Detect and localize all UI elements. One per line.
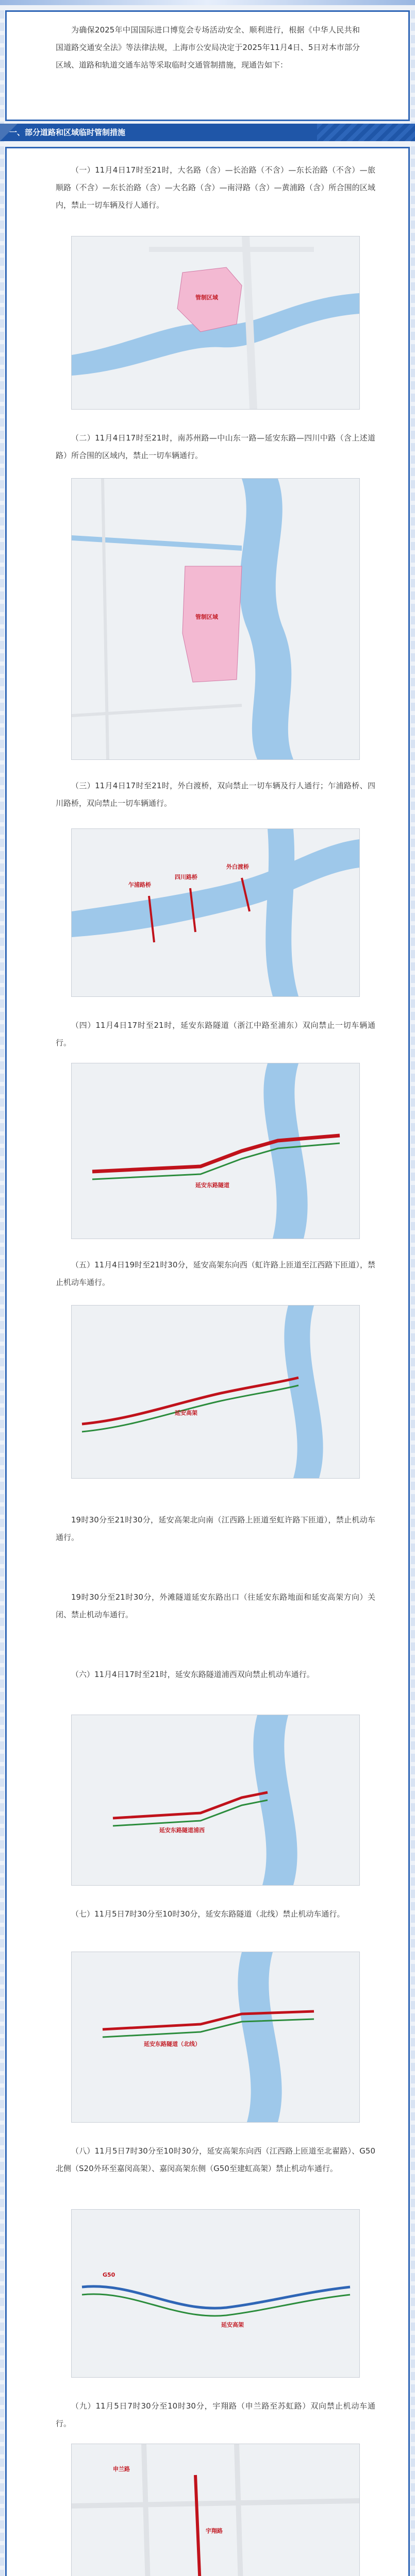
map-1 — [71, 236, 360, 410]
map-4-label: 延安东路隧道 — [195, 1182, 229, 1189]
map-2 — [71, 478, 360, 760]
measures-card — [5, 147, 410, 2576]
item-2-text: （二）11月4日17时至21时，南苏州路—中山东一路—延安东路—四川中路（含上述道路）所合围的区域内，禁止一切车辆通行。 — [56, 433, 375, 460]
item-4-text: （四）11月4日17时至21时，延安东路隧道（浙江中路至浦东）双向禁止一切车辆通行。 — [56, 1021, 375, 1047]
intro-card — [5, 10, 410, 121]
section-bar-stripe — [317, 124, 415, 141]
map-3-label-3: 外白渡桥 — [226, 863, 249, 870]
item-3-text: （三）11月4日17时至21时，外白渡桥，双向禁止一切车辆及行人通行；乍浦路桥、四川路桥，双向禁止一切车辆通行。 — [56, 781, 375, 808]
section-one-bar — [0, 124, 415, 141]
map-9-label-2: 申兰路 — [113, 2466, 130, 2472]
left-decoration — [0, 10, 4, 2576]
item-9-text: （九）11月5日7时30分至10时30分，宇翔路（申兰路至苏虹路）双向禁止机动车通行。 — [56, 2401, 375, 2428]
section-one-title: 一、部分道路和区域临时管制措施 — [9, 128, 126, 137]
map-3-label-1: 乍浦路桥 — [128, 882, 151, 888]
map-9 — [71, 2444, 360, 2576]
item-7-text: （七）11月5日7时30分至10时30分，延安东路隧道（北线）禁止机动车通行。 — [71, 1909, 345, 1919]
item-1-text: （一）11月4日17时至21时，大名路（含）—长治路（不含）—东长治路（不含）—旅顺路（不含）—东长治路（含）—大名路（含）—南浔路（含）—黄浦路（含）所合围的区域内，禁止一切车辆及行人通行。 — [56, 165, 375, 210]
item-8-text: （八）11月5日7时30分至10时30分，延安高架东向西（江西路上匝道至北翟路）、G50北侧（S20外环至嘉闵高架）、嘉闵高架东侧（G50至建虹高架）禁止机动车通行。 — [56, 2146, 375, 2173]
map-1-label: 管制区域 — [195, 294, 218, 301]
item-5b-text: 19时30分至21时30分，延安高架北向南（江西路上匝道至虹许路下匝道），禁止机动车通行。 — [56, 1515, 375, 1542]
map-2-label: 管制区域 — [195, 614, 218, 620]
top-decoration — [0, 0, 415, 5]
item-5-text: （五）11月4日19时至21时30分，延安高架东向西（虹许路上匝道至江西路下匝道），禁止机动车通行。 — [56, 1260, 375, 1287]
map-6-label: 延安东路隧道浦西 — [159, 1827, 205, 1834]
item-5c-text: 19时30分至21时30分，外滩隧道延安东路出口（往延安东路地面和延安高架方向）关闭、禁止机动车通行。 — [56, 1592, 375, 1619]
map-5 — [71, 1305, 360, 1479]
map-8 — [71, 2209, 360, 2378]
map-5-label: 延安高架 — [175, 1410, 197, 1416]
map-4 — [71, 1063, 360, 1239]
map-3 — [71, 828, 360, 997]
map-6 — [71, 1715, 360, 1886]
intro-text: 为确保2025年中国国际进口博览会专场活动安全、顺利进行，根据《中华人民共和国道路交通安全法》等法律法规，上海市公安局决定于2025年11月4日、5日对本市部分区域、道路和轨道交通车站等采取临时交通管制措施，现通告如下： — [56, 25, 360, 70]
map-7 — [71, 1952, 360, 2123]
map-7-label: 延安东路隧道（北线） — [144, 2041, 201, 2047]
map-8-label-2: G50 — [103, 2272, 115, 2278]
item-6-text: （六）11月4日17时至21时，延安东路隧道浦西双向禁止机动车通行。 — [71, 1670, 314, 1679]
map-3-label-2: 四川路桥 — [175, 874, 197, 880]
map-8-label-1: 延安高架 — [221, 2321, 244, 2328]
map-9-label-1: 宇翔路 — [206, 2528, 223, 2534]
right-decoration — [411, 10, 415, 2576]
